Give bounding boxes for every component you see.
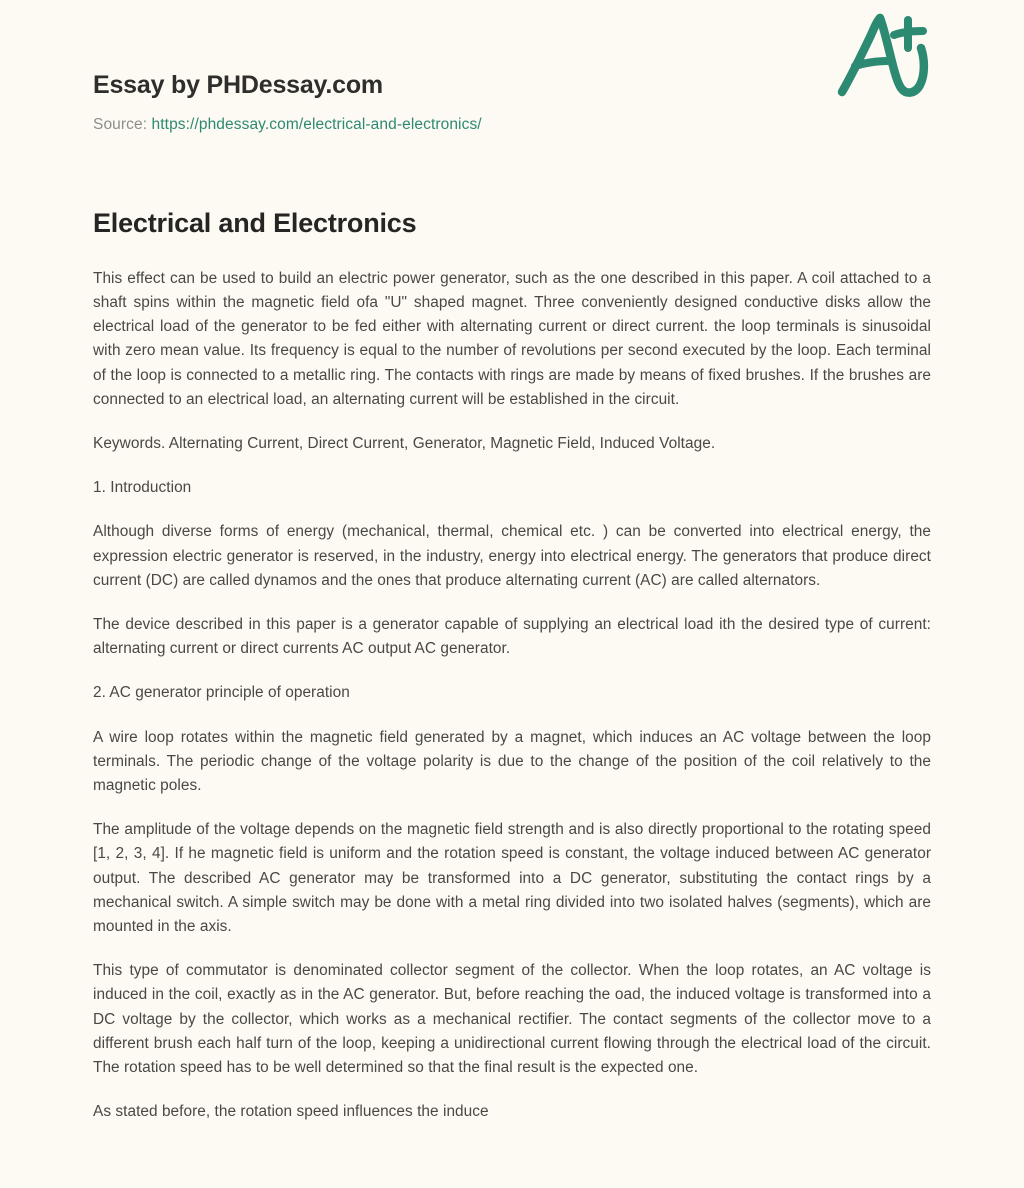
paragraph-keywords: Keywords. Alternating Current, Direct Current, Generator, Magnetic Field, Induced Voltage. — [93, 434, 716, 452]
a-plus-logo-icon — [835, 8, 931, 100]
paragraph-truncated: As stated before, the rotation speed influences the induce — [93, 1103, 489, 1121]
section-heading-introduction: 1. Introduction — [93, 479, 192, 497]
paragraph: This type of commutator is denominated collector segment of the collector. When the loop rotates, an AC voltage is induced in the coil, exactly as in the AC generator. But, before reaching the oad, the induced voltage is transformed into a DC voltage by the collector, which works as a mechanical rectifier. The contact segments of the collector move to a different brush each half turn of the loop, keeping a unidirectional current flowing through the electrical load of the circuit. The rotation speed has to be well determined so that the final result is the expected one. — [93, 962, 931, 1077]
page-header — [93, 0, 931, 133]
source-url-link[interactable]: https://phdessay.com/electrical-and-electronics/ — [151, 116, 482, 133]
page-title: Electrical and Electronics — [93, 208, 417, 238]
paragraph: The amplitude of the voltage depends on the magnetic field strength and is also directly proportional to the rotating speed [1, 2, 3, 4]. If he magnetic field is uniform and the rotation speed is constant, the voltage induced between AC generator output. The described AC generator may be transformed into a DC generator, substituting the contact rings by a mechanical switch. A simple switch may be done with a metal ring divided into two isolated halves (segments), which are mounted in the axis. — [93, 821, 931, 936]
source-line — [93, 116, 931, 134]
section-heading-ac-generator: 2. AC generator principle of operation — [93, 684, 350, 702]
paragraph: A wire loop rotates within the magnetic field generated by a magnet, which induces an AC voltage between the loop terminals. The periodic change of the voltage polarity is due to the change of the position of the coil relatively to the magnetic poles. — [93, 728, 931, 794]
essay-body — [93, 241, 931, 1125]
source-label: Source: — [93, 116, 148, 133]
paragraph: Although diverse forms of energy (mechanical, thermal, chemical etc. ) can be converted into electrical energy, the expression electric generator is reserved, in the industry, energy into electrical energy. The generators that produce direct current (DC) are called dynamos and the ones that produce alternating current (AC) are called alternators. — [93, 523, 931, 589]
paragraph: The device described in this paper is a generator capable of supplying an electrical load ith the desired type of current: alternating current or direct currents AC output AC generator. — [93, 615, 931, 658]
brand-title: Essay by PHDessay.com — [93, 71, 383, 99]
paragraph: This effect can be used to build an electric power generator, such as the one described in this paper. A coil attached to a shaft spins within the magnetic field ofa "U" shaped magnet. Three conveniently designed conductive disks allow the electrical load of the generator to be fed either with alternating current or direct current. the loop terminals is sinusoidal with zero mean value. Its frequency is equal to the number of revolutions per second executed by the loop. Each terminal of the loop is connected to a metallic ring. The contacts with rings are made by means of fixed brushes. If the brushes are connected to an electrical load, an alternating current will be established in the circuit. — [93, 269, 931, 408]
